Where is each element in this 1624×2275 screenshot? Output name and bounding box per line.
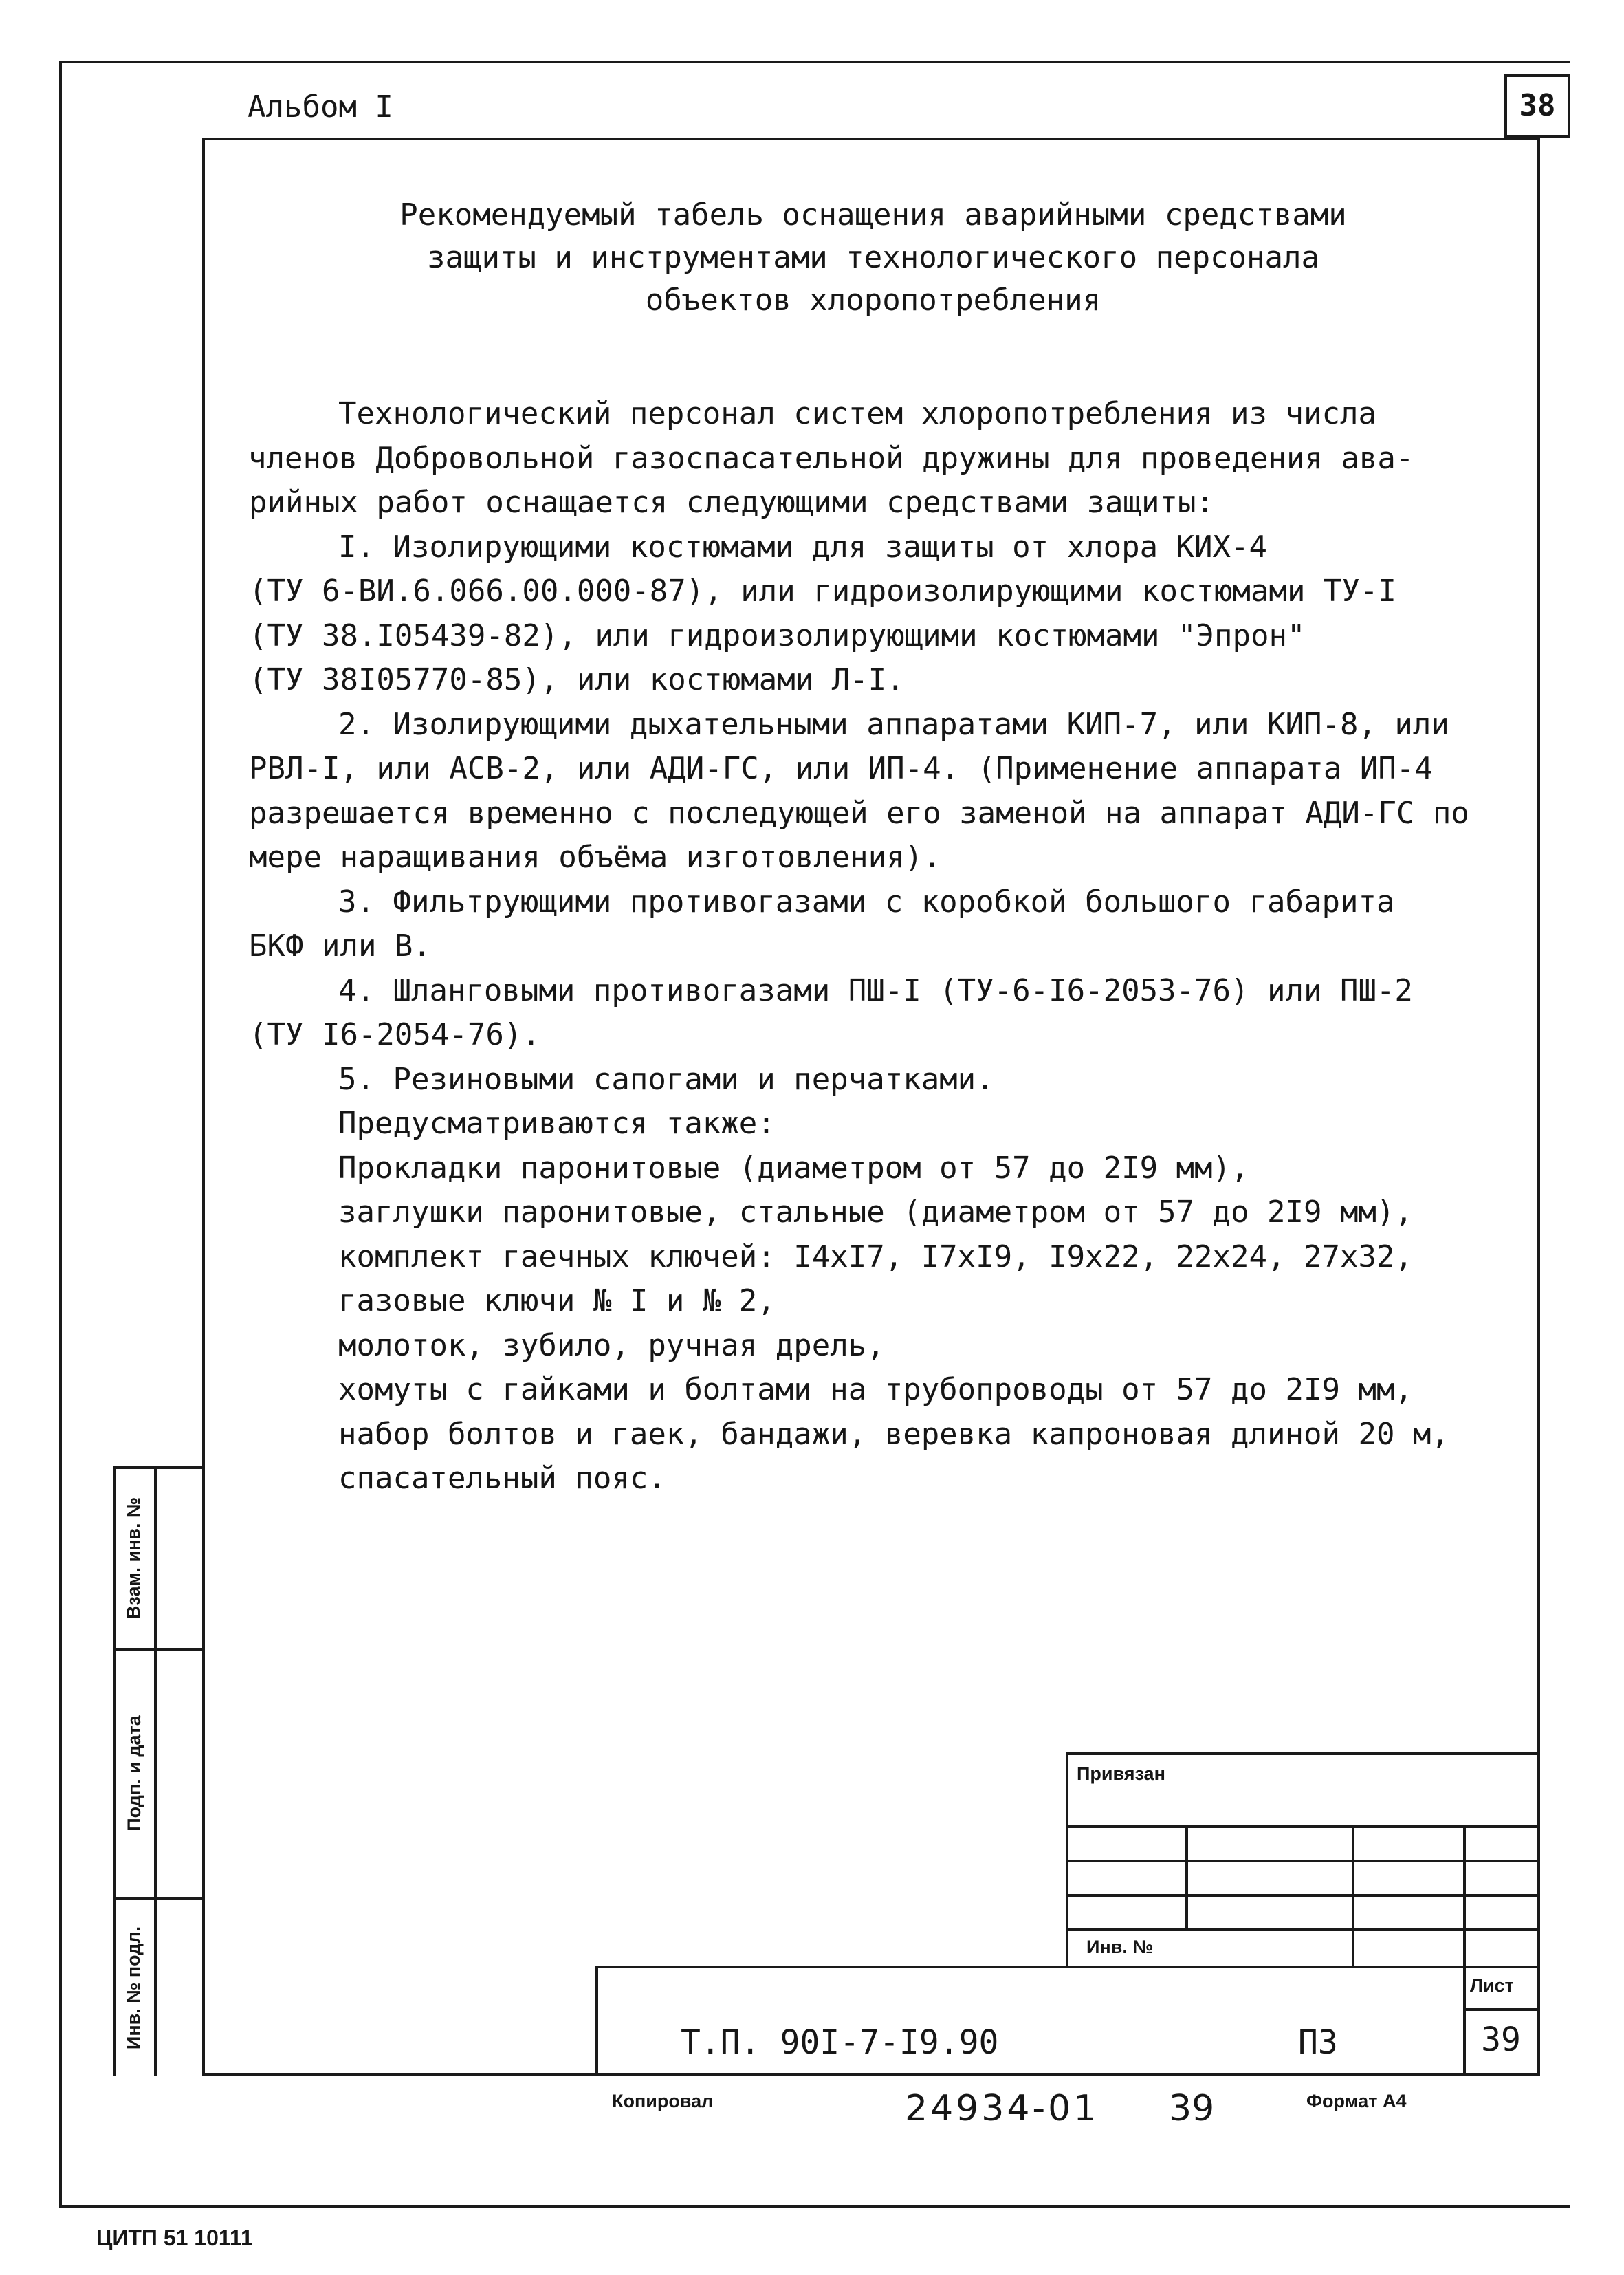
text-line: газовые ключи № I и № 2,	[338, 1283, 776, 1318]
copied-by-label: Копировал	[612, 2091, 714, 2111]
sheet-corner-number: 38	[1504, 74, 1570, 138]
sheet-number: 39	[1481, 2021, 1521, 2059]
title-line: Рекомендуемый табель оснащения аварийными средствами	[399, 197, 1347, 232]
page-number: 39	[1169, 2088, 1215, 2129]
sheet-label: Лист	[1470, 1975, 1514, 1996]
text-line: Технологический персонал систем хлоропотребления из числа	[338, 396, 1376, 431]
text-line: заглушки паронитовые, стальные (диаметром от 57 до 2I9 мм),	[338, 1195, 1413, 1230]
print-code: ЦИТП 51 10111	[96, 2225, 253, 2250]
text-line: разрешается временно с последующей его заменой на аппарат АДИ-ГС по	[249, 795, 1469, 831]
text-line: 4. Шланговыми противогазами ПШ-I (ТУ-6-I6-2053-76) или ПШ-2	[338, 972, 1413, 1008]
format-label: Формат А4	[1306, 2091, 1407, 2111]
text-line: 5. Резиновыми сапогами и перчатками.	[338, 1061, 994, 1097]
text-line: членов Добровольной газоспасательной дружины для проведения ава-	[248, 440, 1414, 476]
original-inventory-label: Инв. № подл.	[123, 1926, 144, 2049]
text-line: 2. Изолирующими дыхательными аппаратами КИП-7, или КИП-8, или	[338, 706, 1449, 742]
title-line: защиты и инструментами технологического персонала	[426, 240, 1320, 275]
text-line: I. Изолирующими костюмами для защиты от хлора КИХ-4	[338, 529, 1268, 565]
signature-date-label: Подп. и дата	[123, 1715, 144, 1831]
text-line: набор болтов и гаек, бандажи, веревка капроновая длиной 20 м,	[338, 1416, 1449, 1452]
text-line: хомуты с гайками и болтами на трубопроводы от 57 до 2I9 мм,	[338, 1372, 1413, 1407]
album-label: Альбом I	[248, 89, 393, 124]
document-type: ПЗ	[1298, 2023, 1338, 2062]
text-line: (ТУ 38.I05439-82), или гидроизолирующими костюмами "Эпрон"	[249, 618, 1306, 653]
text-line: БКФ или В.	[249, 928, 431, 964]
document-code: Т.П. 90I-7-I9.90	[681, 2023, 999, 2062]
text-line: (ТУ 6-ВИ.6.066.00.000-87), или гидроизолирующими костюмами ТУ-I	[249, 574, 1396, 609]
text-line: спасательный пояс.	[338, 1461, 666, 1496]
body-text	[249, 392, 1541, 1501]
text-line: комплект гаечных ключей: I4хI7, I7хI9, I9х22, 22х24, 27х32,	[338, 1239, 1413, 1274]
text-line: молоток, зубило, ручная дрель,	[338, 1327, 885, 1363]
title-line: объектов хлоропотребления	[645, 283, 1101, 318]
replaced-inventory-label: Взам. инв. №	[123, 1496, 144, 1619]
inventory-number-label: Инв. №	[1086, 1937, 1154, 1957]
text-line: 3. Фильтрующими противогазами с коробкой большого габарита	[338, 884, 1395, 919]
text-line: мере наращивания объёма изготовления).	[249, 840, 941, 875]
text-line: (ТУ 38I05770-85), или костюмами Л-I.	[249, 662, 905, 697]
document-title	[206, 194, 1540, 322]
text-line: (ТУ I6-2054-76).	[249, 1017, 540, 1052]
text-line: РВЛ-I, или АСВ-2, или АДИ-ГС, или ИП-4. (Применение аппарата ИП-4	[249, 751, 1433, 786]
outer-frame-bottom	[59, 2205, 1570, 2208]
tied-label: Привязан	[1077, 1763, 1165, 1784]
outer-frame-left	[59, 61, 62, 2206]
text-line: рийных работ оснащается следующими средствами защиты:	[249, 485, 1214, 520]
outer-frame-top	[59, 61, 1570, 63]
archive-number: 24934-01	[905, 2088, 1099, 2129]
text-line: Предусматриваются также:	[338, 1106, 776, 1141]
text-line: Прокладки паронитовые (диаметром от 57 до 2I9 мм),	[338, 1150, 1249, 1186]
